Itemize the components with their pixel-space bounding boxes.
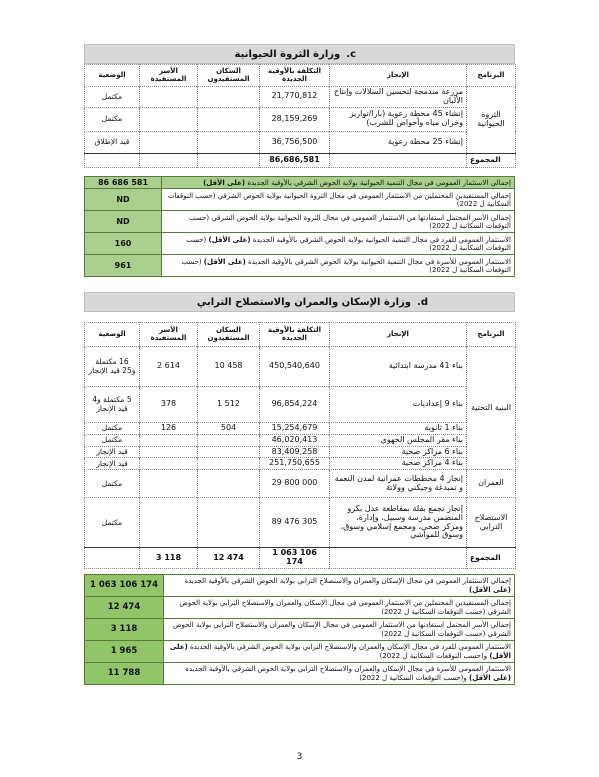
status-cell: مكتمل	[85, 498, 140, 548]
col-header-status: الوضعية	[85, 65, 140, 87]
summary-value: 160	[85, 233, 162, 255]
total-label: المجموع	[467, 153, 516, 167]
population-cell	[198, 470, 260, 498]
summary-text: إجمالي المستفيدين المحتملين من الاستثمار العمومي في مجال الإسكان والعمران والاستصلاح الترابي بولاية الحوض الشرقي (حسب التوقعات السكانية ل 2022)	[164, 597, 515, 619]
col-header-achievement: الإنجاز	[330, 323, 467, 347]
population-cell	[198, 434, 260, 446]
table-row	[85, 498, 516, 548]
cost-cell: 15,254,679	[260, 423, 330, 435]
summary-value: ND	[85, 189, 162, 211]
population-cell: 1 512	[198, 387, 260, 423]
section-d-table	[84, 322, 516, 569]
achievement-cell: إنجاز 4 مخططات عمرانية لمدن النعمة و تمبدغة وجيكني وولاتة	[330, 470, 467, 498]
summary-row	[85, 641, 515, 663]
achievement-cell: بناء 4 مراكز صحية	[330, 458, 467, 470]
empty-cell	[330, 548, 467, 569]
table-row	[85, 87, 516, 108]
households-cell	[140, 446, 198, 458]
summary-value: 1 063 106 174	[85, 575, 164, 597]
achievement-cell: بناء مقر المجلس الجهوي	[330, 434, 467, 446]
population-cell	[198, 498, 260, 548]
status-cell: مكتمل	[85, 87, 140, 108]
table-header-row	[85, 65, 516, 87]
col-header-cost: التكلفة بالأوقية الجديدة	[260, 65, 330, 87]
status-cell: مكتمل	[85, 470, 140, 498]
status-cell: 16 مكتملة و25 قيد الإنجاز	[85, 347, 140, 387]
section-c-summary	[84, 176, 515, 277]
summary-row	[85, 233, 515, 255]
cost-cell: 89 476 305	[260, 498, 330, 548]
table-row	[85, 470, 516, 498]
section-c-header	[84, 44, 515, 64]
status-cell: 5 مكتملة و4 قيد الإنجاز	[85, 387, 140, 423]
col-header-population: السكان المستفيدون	[198, 65, 260, 87]
achievement-cell: بناء 1 ثانوية	[330, 423, 467, 435]
status-cell: مكتمل	[85, 107, 140, 131]
col-header-households: الأسر المستفيدة	[140, 323, 198, 347]
section-c-letter: c.	[346, 48, 356, 60]
col-header-households: الأسر المستفيدة	[140, 65, 198, 87]
summary-value: 961	[85, 255, 162, 277]
section-d-header	[84, 292, 515, 312]
cost-cell: 21,770,812	[260, 87, 330, 108]
summary-value: ND	[85, 211, 162, 233]
summary-text: الاستثمار العمومي للأسرة في مجال التنمية الحيوانية بولاية الحوض الشرقي بالأوقية الجديدة (على الأقل) (حسب التوقعات السكانية ل 2022)	[162, 255, 515, 277]
summary-row	[85, 619, 515, 641]
summary-value: 12 474	[85, 597, 164, 619]
achievement-cell: إنشاء 45 محطة رعوية (بارا/تواريز وخزان مياه وأحواض للشرب)	[330, 107, 467, 131]
summary-row	[85, 575, 515, 597]
program-cell: الثروة الحيوانية	[467, 87, 516, 154]
summary-value: 86 686 581	[85, 177, 162, 189]
summary-text: الاستثمار العمومي للأسرة في مجال الإسكان والعمران والاستصلاح الترابي بولاية الحوض الشرقي بالأوقية الجديدة (على الأقل) و(حسب التوقعات السكانية ل 2022)	[164, 663, 515, 685]
status-cell: قيد الإطلاق	[85, 131, 140, 153]
cost-cell: 36,756,500	[260, 131, 330, 153]
population-cell: 10 458	[198, 347, 260, 387]
cost-cell: 28,159,269	[260, 107, 330, 131]
households-cell	[140, 458, 198, 470]
section-d-title: وزارة الإسكان والعمران والاستصلاح الترابي	[196, 296, 412, 308]
total-households: 3 118	[140, 548, 198, 569]
summary-row	[85, 211, 515, 233]
status-cell: مكتمل	[85, 423, 140, 435]
section-c-title: وزارة الثروة الحيوانية	[234, 48, 341, 60]
achievement-cell: إنشاء 25 محطة رعوية	[330, 131, 467, 153]
population-cell	[198, 87, 260, 108]
empty-cell	[140, 153, 198, 167]
summary-text: إجمالي المستفيدين المحتملين من الاستثمار العمومي في مجال الثروة الحيوانية بولاية الحوض الشرقي (حسب التوقعات السكانية ل 2022)	[162, 189, 515, 211]
summary-row	[85, 189, 515, 211]
households-cell	[140, 107, 198, 131]
summary-value: 1 965	[85, 641, 164, 663]
table-row	[85, 107, 516, 131]
cost-cell: 96,854,224	[260, 387, 330, 423]
table-row	[85, 458, 516, 470]
households-cell: 378	[140, 387, 198, 423]
cost-cell: 29 800 000	[260, 470, 330, 498]
empty-cell	[198, 153, 260, 167]
program-cell: الاستصلاح الترابي	[467, 498, 516, 548]
summary-row	[85, 597, 515, 619]
population-cell: 504	[198, 423, 260, 435]
total-cost: 1 063 106 174	[260, 548, 330, 569]
table-row	[85, 446, 516, 458]
table-row	[85, 387, 516, 423]
summary-text: إجمالي الأسر المحتمل استفادتها من الاستثمار العمومي في مجال الثروة الحيوانية بولاية الحوض الشرقي (حسب التوقعات السكانية ل 2022)	[162, 211, 515, 233]
section-d-summary	[84, 574, 515, 685]
empty-cell	[85, 548, 140, 569]
population-cell	[198, 446, 260, 458]
summary-text: إجمالي الاستثمار العمومي في مجال التنمية الحيوانية بولاية الحوض الشرقي بالأوقية الجديدة (على الأقل)	[162, 177, 515, 189]
empty-cell	[330, 153, 467, 167]
status-cell: مكتمل	[85, 434, 140, 446]
population-cell	[198, 107, 260, 131]
summary-text: الاستثمار العمومي للفرد في مجال التنمية الحيوانية بولاية الحوض الشرقي بالأوقية الجديدة (على الأقل) (حسب التوقعات السكانية ل 2022)	[162, 233, 515, 255]
achievement-cell: مزرعة مندمجة لتحسين السلالات وإنتاج الألبان	[330, 87, 467, 108]
summary-text: إجمالي الاستثمار العمومي في مجال الإسكان والعمران والاستصلاح الترابي بولاية الحوض الشرقي بالأوقية الجديدة (على الأقل)	[164, 575, 515, 597]
total-label: المجموع	[467, 548, 516, 569]
table-row	[85, 131, 516, 153]
empty-cell	[85, 153, 140, 167]
table-row	[85, 423, 516, 435]
section-c-table	[84, 64, 516, 168]
households-cell	[140, 498, 198, 548]
summary-value: 3 118	[85, 619, 164, 641]
cost-cell: 251,750,655	[260, 458, 330, 470]
households-cell: 126	[140, 423, 198, 435]
summary-row	[85, 177, 515, 189]
total-row	[85, 548, 516, 569]
summary-text: إجمالي الأسر المحتمل استفادتها من الاستثمار العمومي في مجال الإسكان والعمران والاستصلاح الترابي بولاية الحوض الشرقي (حسب التوقعات السكانية ل 2022)	[164, 619, 515, 641]
summary-row	[85, 663, 515, 685]
households-cell	[140, 470, 198, 498]
households-cell	[140, 434, 198, 446]
table-row	[85, 347, 516, 387]
achievement-cell: بناء 6 مراكز صحية	[330, 446, 467, 458]
col-header-cost: التكلفة بالأوقية الجديدة	[260, 323, 330, 347]
achievement-cell: بناء 41 مدرسة ابتدائية	[330, 347, 467, 387]
cost-cell: 83,409,258	[260, 446, 330, 458]
cost-cell: 46,020,413	[260, 434, 330, 446]
program-cell: البنية التحتية	[467, 347, 516, 470]
status-cell: قيد الإنجاز	[85, 446, 140, 458]
table-row	[85, 434, 516, 446]
col-header-program: البرنامج	[467, 323, 516, 347]
col-header-achievement: الإنجاز	[330, 65, 467, 87]
total-row	[85, 153, 516, 167]
status-cell: قيد الإنجاز	[85, 458, 140, 470]
achievement-cell: بناء 9 إعداديات	[330, 387, 467, 423]
col-header-population: السكان المستفيدون	[198, 323, 260, 347]
program-cell: العمران	[467, 470, 516, 498]
total-cost: 86,686,581	[260, 153, 330, 167]
population-cell	[198, 458, 260, 470]
total-population: 12 474	[198, 548, 260, 569]
col-header-program: البرنامج	[467, 65, 516, 87]
summary-value: 11 788	[85, 663, 164, 685]
households-cell: 2 614	[140, 347, 198, 387]
households-cell	[140, 131, 198, 153]
population-cell	[198, 131, 260, 153]
page-number: 3	[296, 752, 303, 762]
households-cell	[140, 87, 198, 108]
summary-text: الاستثمار العمومي للفرد في مجال الإسكان والعمران والاستصلاح الترابي بولاية الحوض الشرقي بالأوقية الجديدة (على الأقل) و(حسب التوقعات السكانية ل 2022)	[164, 641, 515, 663]
section-d-letter: d.	[417, 296, 428, 308]
achievement-cell: إنجاز تجمع بقلة بمقاطعة عدل بكرو المنضمن مدرسة وسبيل، وإدارة، ومركز صحي، ومجمع إسلامي وسوق، وسوق للمواشي	[330, 498, 467, 548]
table-header-row	[85, 323, 516, 347]
col-header-status: الوضعية	[85, 323, 140, 347]
summary-row	[85, 255, 515, 277]
cost-cell: 450,540,640	[260, 347, 330, 387]
